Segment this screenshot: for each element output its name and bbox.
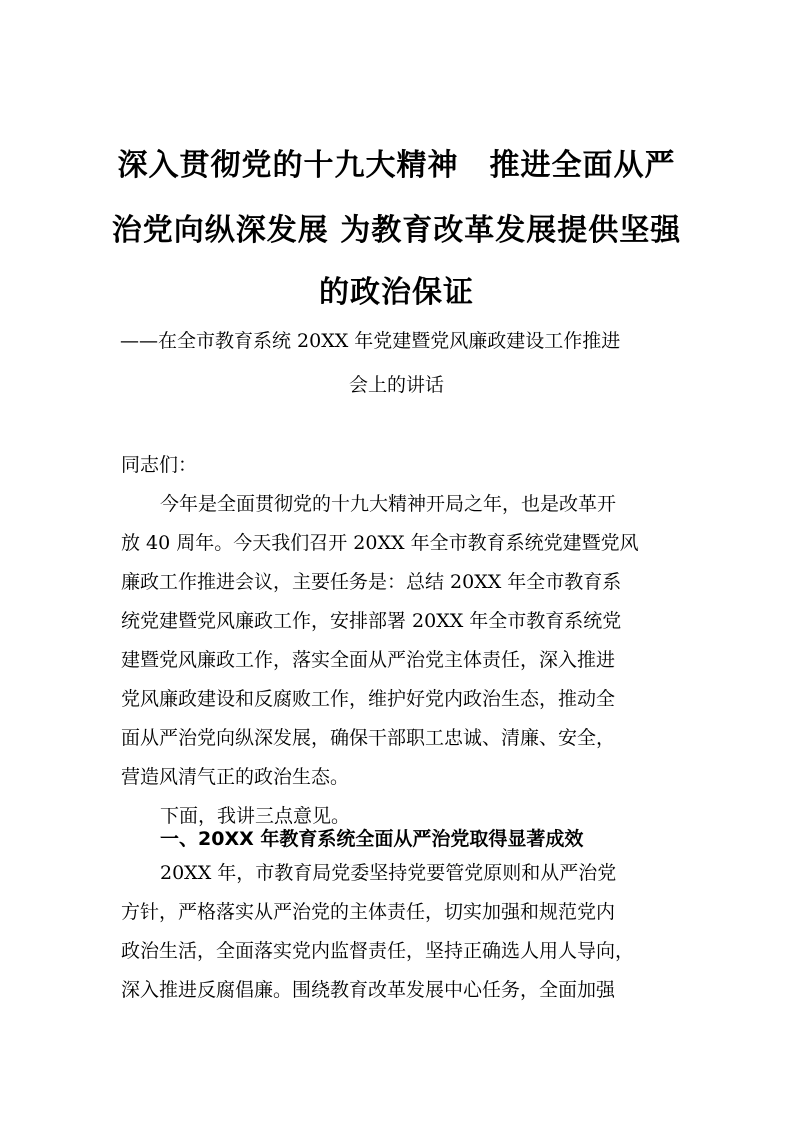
document-subtitle-line-2: 会上的讲话 (348, 374, 444, 396)
paragraph-3-line: 政治生活，全面落实党内监督责任，坚持正确选人用人导向， (121, 940, 635, 962)
paragraph-1-line: 党风廉政建设和反腐败工作，维护好党内政治生态，推动全 (121, 688, 616, 710)
section-1-heading: 一、20XX 年教育系统全面从严治党取得显著成效 (160, 828, 584, 850)
paragraph-1-line: 建暨党风廉政工作，落实全面从严治党主体责任，深入推进 (121, 649, 616, 671)
document-subtitle-line-1: ——在全市教育系统 20XX 年党建暨党风廉政建设工作推进 (120, 330, 621, 352)
paragraph-1-line: 放 40 周年。今天我们召开 20XX 年全市教育系统党建暨党风 (121, 532, 639, 554)
paragraph-2: 下面，我讲三点意见。 (160, 805, 351, 827)
paragraph-1-line: 面从严治党向纵深发展，确保干部职工忠诚、清廉、安全， (121, 727, 616, 749)
paragraph-3-line: 方针，严格落实从严治党的主体责任，切实加强和规范党内 (121, 901, 616, 923)
paragraph-1-line: 统党建暨党风廉政工作，安排部署 20XX 年全市教育系统党 (121, 610, 622, 632)
paragraph-3-line: 20XX 年，市教育局党委坚持党要管党原则和从严治党 (160, 862, 617, 884)
document-title-line-1: 深入贯彻党的十九大精神 推进全面从严 (117, 148, 676, 183)
paragraph-1-line: 今年是全面贯彻党的十九大精神开局之年，也是改革开 (160, 493, 617, 515)
document-title-line-3: 的政治保证 (319, 275, 474, 310)
salutation: 同志们： (121, 454, 198, 476)
document-title-line-2: 治党向纵深发展 为教育改革发展提供坚强 (111, 213, 682, 248)
paragraph-1-line: 营造风清气正的政治生态。 (121, 766, 350, 788)
paragraph-1-line: 廉政工作推进会议，主要任务是：总结 20XX 年全市教育系 (121, 571, 622, 593)
paragraph-3-line: 深入推进反腐倡廉。围绕教育改革发展中心任务，全面加强 (121, 979, 616, 1001)
